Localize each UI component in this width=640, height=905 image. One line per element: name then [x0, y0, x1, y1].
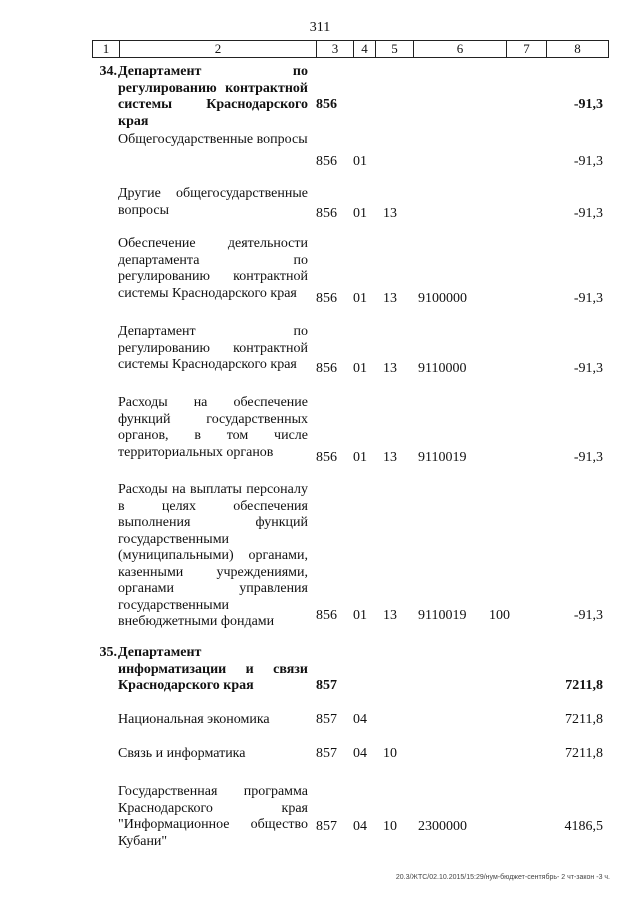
row-name: Государственная программа Краснодарского края "Информационное общество Кубани"	[118, 784, 308, 849]
row-name: Департамент по регулированию контрактной системы Краснодарского края	[118, 324, 308, 372]
expense-type-code: 100	[489, 608, 510, 623]
amount: 4186,5	[564, 819, 603, 834]
column-header-8: 8	[547, 41, 609, 58]
amount: -91,3	[573, 450, 603, 465]
ministry-code: 857	[316, 819, 337, 834]
amount: -91,3	[573, 97, 603, 112]
column-header-2: 2	[120, 41, 317, 58]
target-article-code: 9110019	[418, 608, 467, 623]
section-code: 01	[353, 361, 367, 376]
row-name: Департамент по регулированию контрактной системы Краснодарского края	[118, 64, 308, 129]
amount: 7211,8	[565, 712, 603, 727]
target-article-code: 9100000	[418, 291, 467, 306]
target-article-code: 9110000	[418, 361, 467, 376]
section-code: 01	[353, 608, 367, 623]
ministry-code: 856	[316, 291, 337, 306]
row-name: Департамент информатизации и связи Краснодарского края	[118, 645, 308, 693]
section-code: 01	[353, 291, 367, 306]
ministry-code: 856	[316, 608, 337, 623]
section-code: 01	[353, 450, 367, 465]
amount: -91,3	[573, 361, 603, 376]
column-header-4: 4	[354, 41, 376, 58]
ministry-code: 856	[316, 97, 337, 112]
column-header-table	[92, 40, 609, 58]
subsection-code: 10	[383, 746, 397, 761]
section-code: 01	[353, 206, 367, 221]
section-code: 01	[353, 154, 367, 169]
ministry-code: 856	[316, 361, 337, 376]
amount: -91,3	[573, 291, 603, 306]
subsection-code: 13	[383, 361, 397, 376]
column-header-1: 1	[93, 41, 120, 58]
target-article-code: 2300000	[418, 819, 467, 834]
target-article-code: 9110019	[418, 450, 467, 465]
section-code: 04	[353, 712, 367, 727]
row-name: Национальная экономика	[118, 712, 270, 727]
ministry-code: 856	[316, 450, 337, 465]
ministry-code: 856	[316, 206, 337, 221]
amount: -91,3	[573, 154, 603, 169]
section-code: 04	[353, 746, 367, 761]
amount: 7211,8	[565, 678, 603, 693]
row-name: Расходы на выплаты персоналу в целях обеспечения выполнения функций государственными (муниципальными) органами, казенными учреждениями, органами управления государственными внебюджетными фондами	[118, 482, 308, 629]
page-number: 311	[309, 20, 331, 35]
subsection-code: 13	[383, 450, 397, 465]
column-header-6: 6	[414, 41, 507, 58]
row-number: 34.	[99, 64, 117, 79]
row-name: Другие общегосударственные вопросы	[118, 186, 308, 218]
row-name: Общегосударственные вопросы	[118, 132, 308, 147]
amount: -91,3	[573, 608, 603, 623]
column-header-3: 3	[317, 41, 354, 58]
amount: -91,3	[573, 206, 603, 221]
ministry-code: 857	[316, 678, 337, 693]
subsection-code: 13	[383, 608, 397, 623]
row-name: Обеспечение деятельности департамента по регулированию контрактной системы Краснодарского края	[118, 236, 308, 301]
ministry-code: 857	[316, 712, 337, 727]
amount: 7211,8	[565, 746, 603, 761]
subsection-code: 10	[383, 819, 397, 834]
column-header-5: 5	[376, 41, 414, 58]
column-header-7: 7	[507, 41, 547, 58]
section-code: 04	[353, 819, 367, 834]
footer-note: 20.3/ЖТС/02.10.2015/15:29/нум-бюджет-сентябрь- 2 чт-закон -3 ч.	[395, 874, 610, 881]
row-name: Расходы на обеспечение функций государственных органов, в том числе территориальных органов	[118, 395, 308, 460]
row-number: 35.	[99, 645, 117, 660]
subsection-code: 13	[383, 291, 397, 306]
ministry-code: 857	[316, 746, 337, 761]
row-name: Связь и информатика	[118, 746, 246, 761]
ministry-code: 856	[316, 154, 337, 169]
subsection-code: 13	[383, 206, 397, 221]
